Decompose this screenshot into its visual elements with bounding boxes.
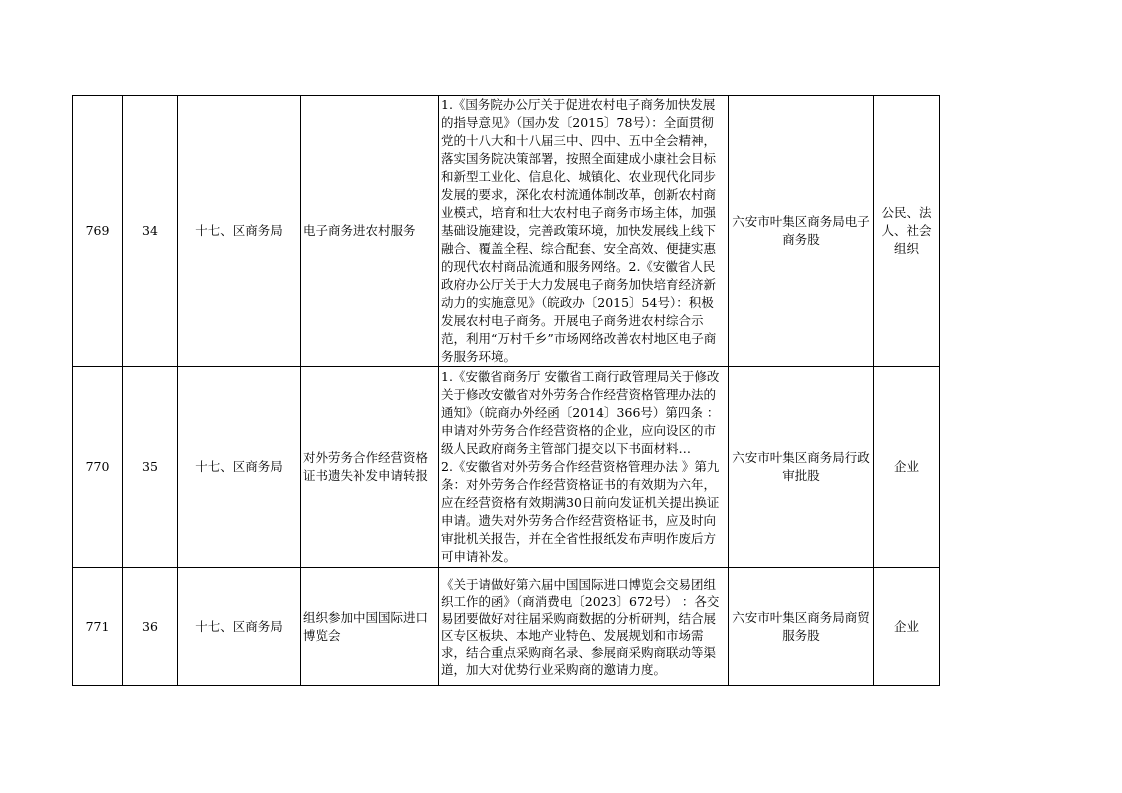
item-name-cell: 电子商务进农村服务 — [301, 96, 439, 367]
department-cell: 十七、区商务局 — [178, 96, 301, 367]
sub-serial-cell: 34 — [123, 96, 178, 367]
sub-serial-cell: 35 — [123, 367, 178, 568]
target-cell: 企业 — [874, 568, 940, 686]
item-name-cell: 对外劳务合作经营资格证书遗失补发申请转报 — [301, 367, 439, 568]
target-cell: 企业 — [874, 367, 940, 568]
item-name-cell: 组织参加中国国际进口博览会 — [301, 568, 439, 686]
department-cell: 十七、区商务局 — [178, 568, 301, 686]
sub-serial-cell: 36 — [123, 568, 178, 686]
basis-cell: 《关于请做好第六届中国国际进口博览会交易团组织工作的函》（商消费电〔2023〕672号） ：各交易团要做好对往届采购商数据的分析研判，结合展区专区板块、本地产业特色、发展规划和市场需求，结合重点采购商名录、参展商采购商联动等渠道，加大对优势行业采购商的邀请力度。 — [439, 568, 729, 686]
unit-cell: 六安市叶集区商务局商贸服务股 — [729, 568, 874, 686]
basis-cell: 1.《国务院办公厅关于促进农村电子商务加快发展的指导意见》（国办发〔2015〕78号）：全面贯彻党的十八大和十八届三中、四中、五中全会精神，落实国务院决策部署，按照全面建成小康社会目标和新型工业化、信息化、城镇化、农业现代化同步发展的要求，深化农村流通体制改革，创新农村商业模式，培育和壮大农村电子商务市场主体，加强基础设施建设，完善政策环境，加快发展线上线下融合、覆盖全程、综合配套、安全高效、便捷实惠的现代农村商品流通和服务网络。2.《安徽省人民政府办公厅关于大力发展电子商务加快培育经济新动力的实施意见》（皖政办〔2015〕54号）：积极发展农村电子商务。开展电子商务进农村综合示范，利用“万村千乡”市场网络改善农村地区电子商务服务环境。 — [439, 96, 729, 367]
target-cell: 公民、法人、社会组织 — [874, 96, 940, 367]
service-items-table — [72, 95, 940, 686]
table-row — [73, 568, 940, 686]
unit-cell: 六安市叶集区商务局行政审批股 — [729, 367, 874, 568]
serial-cell: 771 — [73, 568, 123, 686]
serial-cell: 769 — [73, 96, 123, 367]
table-row — [73, 96, 940, 367]
department-cell: 十七、区商务局 — [178, 367, 301, 568]
serial-cell: 770 — [73, 367, 123, 568]
unit-cell: 六安市叶集区商务局电子商务股 — [729, 96, 874, 367]
table-row — [73, 367, 940, 568]
basis-cell: 1.《安徽省商务厅 安徽省工商行政管理局关于修改关于修改安徽省对外劳务合作经营资格管理办法的通知》（皖商办外经函〔2014〕366号）第四条 ：申请对外劳务合作经营资格的企业，应向设区的市级人民政府商务主管部门提交以下书面材料… 2.《安徽省对外劳务合作经营资格管理办法 》第九条：对外劳务合作经营资格证书的有效期为六年，应在经营资格有效期满30日前向发证机关提出换证申请。遗失对外劳务合作经营资格证书，应及时向审批机关报告，并在全省性报纸发布声明作废后方可申请补发。 — [439, 367, 729, 568]
